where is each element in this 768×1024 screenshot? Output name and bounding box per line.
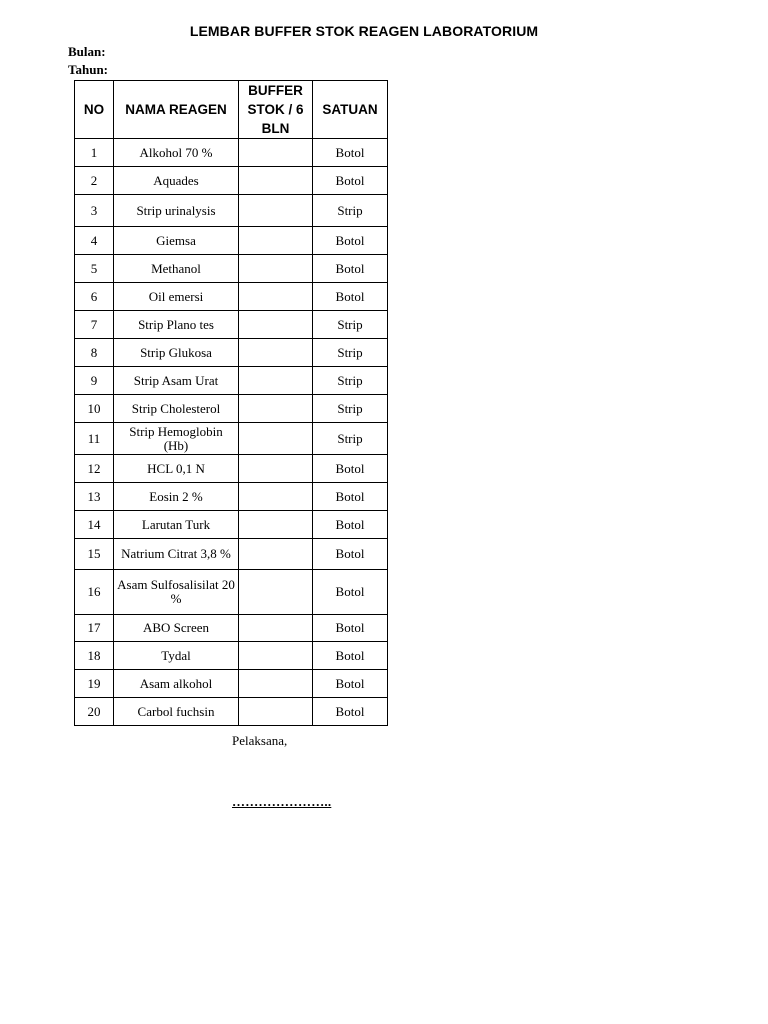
tahun-label: Tahun: — [68, 62, 108, 77]
cell-no: 7 — [75, 311, 114, 339]
table-row — [75, 455, 388, 483]
bulan-label: Bulan: — [68, 44, 106, 59]
table-row — [75, 339, 388, 367]
cell-buffer-stok — [239, 367, 313, 395]
cell-no: 19 — [75, 670, 114, 698]
cell-no: 1 — [75, 139, 114, 167]
cell-satuan: Strip — [313, 311, 388, 339]
table-row — [75, 483, 388, 511]
cell-no: 9 — [75, 367, 114, 395]
cell-satuan: Botol — [313, 539, 388, 570]
cell-no: 8 — [75, 339, 114, 367]
table-row — [75, 283, 388, 311]
cell-no: 2 — [75, 167, 114, 195]
cell-no: 16 — [75, 570, 114, 615]
table-row — [75, 642, 388, 670]
cell-no: 10 — [75, 395, 114, 423]
cell-no: 20 — [75, 698, 114, 726]
table-row — [75, 670, 388, 698]
cell-buffer-stok — [239, 539, 313, 570]
table-header-row — [75, 81, 388, 139]
cell-reagent-name: Eosin 2 % — [114, 483, 239, 511]
cell-no: 15 — [75, 539, 114, 570]
header-buffer-stok: BUFFER STOK / 6 BLN — [239, 81, 313, 139]
header-no: NO — [75, 81, 114, 139]
table-row — [75, 511, 388, 539]
cell-no: 13 — [75, 483, 114, 511]
cell-buffer-stok — [239, 255, 313, 283]
document-title: LEMBAR BUFFER STOK REAGEN LABORATORIUM — [189, 23, 539, 39]
table-row — [75, 311, 388, 339]
table-row — [75, 539, 388, 570]
header-satuan: SATUAN — [313, 81, 388, 139]
cell-no: 14 — [75, 511, 114, 539]
cell-reagent-name: Strip Hemoglobin (Hb) — [114, 423, 239, 455]
cell-buffer-stok — [239, 698, 313, 726]
cell-satuan: Botol — [313, 670, 388, 698]
cell-reagent-name: Carbol fuchsin — [114, 698, 239, 726]
cell-no: 17 — [75, 615, 114, 642]
cell-satuan: Botol — [313, 615, 388, 642]
table-row — [75, 227, 388, 255]
cell-satuan: Botol — [313, 455, 388, 483]
cell-satuan: Botol — [313, 139, 388, 167]
cell-buffer-stok — [239, 167, 313, 195]
cell-no: 18 — [75, 642, 114, 670]
table-row — [75, 570, 388, 615]
cell-buffer-stok — [239, 395, 313, 423]
cell-buffer-stok — [239, 227, 313, 255]
cell-reagent-name: Strip urinalysis — [114, 195, 239, 227]
cell-no: 5 — [75, 255, 114, 283]
signature-line: ………………….. — [232, 794, 332, 809]
cell-no: 12 — [75, 455, 114, 483]
cell-buffer-stok — [239, 311, 313, 339]
cell-reagent-name: Oil emersi — [114, 283, 239, 311]
table-row — [75, 167, 388, 195]
cell-satuan: Strip — [313, 423, 388, 455]
table-row — [75, 423, 388, 455]
cell-reagent-name: Larutan Turk — [114, 511, 239, 539]
cell-reagent-name: Strip Asam Urat — [114, 367, 239, 395]
cell-reagent-name: Strip Cholesterol — [114, 395, 239, 423]
cell-buffer-stok — [239, 283, 313, 311]
cell-reagent-name: ABO Screen — [114, 615, 239, 642]
cell-satuan: Strip — [313, 195, 388, 227]
cell-satuan: Botol — [313, 642, 388, 670]
table-row — [75, 367, 388, 395]
table-row — [75, 255, 388, 283]
cell-buffer-stok — [239, 455, 313, 483]
table-row — [75, 615, 388, 642]
cell-satuan: Strip — [313, 339, 388, 367]
cell-no: 3 — [75, 195, 114, 227]
cell-reagent-name: Alkohol 70 % — [114, 139, 239, 167]
cell-reagent-name: Aquades — [114, 167, 239, 195]
signer-label: Pelaksana, — [232, 733, 288, 748]
cell-satuan: Botol — [313, 283, 388, 311]
cell-buffer-stok — [239, 423, 313, 455]
cell-buffer-stok — [239, 139, 313, 167]
reagent-rows — [75, 139, 388, 726]
table-row — [75, 395, 388, 423]
cell-no: 4 — [75, 227, 114, 255]
reagent-table — [74, 80, 388, 726]
cell-buffer-stok — [239, 570, 313, 615]
cell-satuan: Botol — [313, 483, 388, 511]
cell-satuan: Strip — [313, 367, 388, 395]
cell-reagent-name: Tydal — [114, 642, 239, 670]
cell-reagent-name: Methanol — [114, 255, 239, 283]
cell-buffer-stok — [239, 511, 313, 539]
cell-reagent-name: Strip Glukosa — [114, 339, 239, 367]
table-row — [75, 698, 388, 726]
cell-satuan: Botol — [313, 511, 388, 539]
cell-reagent-name: Asam alkohol — [114, 670, 239, 698]
header-nama-reagen: NAMA REAGEN — [114, 81, 239, 139]
cell-satuan: Botol — [313, 255, 388, 283]
cell-no: 11 — [75, 423, 114, 455]
cell-buffer-stok — [239, 670, 313, 698]
cell-buffer-stok — [239, 339, 313, 367]
cell-satuan: Botol — [313, 698, 388, 726]
cell-no: 6 — [75, 283, 114, 311]
cell-reagent-name: Strip Plano tes — [114, 311, 239, 339]
table-row — [75, 139, 388, 167]
cell-buffer-stok — [239, 195, 313, 227]
cell-reagent-name: HCL 0,1 N — [114, 455, 239, 483]
cell-satuan: Botol — [313, 227, 388, 255]
cell-reagent-name: Asam Sulfosalisilat 20 % — [114, 570, 239, 615]
cell-satuan: Strip — [313, 395, 388, 423]
cell-reagent-name: Giemsa — [114, 227, 239, 255]
cell-reagent-name: Natrium Citrat 3,8 % — [114, 539, 239, 570]
cell-buffer-stok — [239, 483, 313, 511]
cell-satuan: Botol — [313, 570, 388, 615]
cell-buffer-stok — [239, 642, 313, 670]
cell-satuan: Botol — [313, 167, 388, 195]
table-row — [75, 195, 388, 227]
cell-buffer-stok — [239, 615, 313, 642]
